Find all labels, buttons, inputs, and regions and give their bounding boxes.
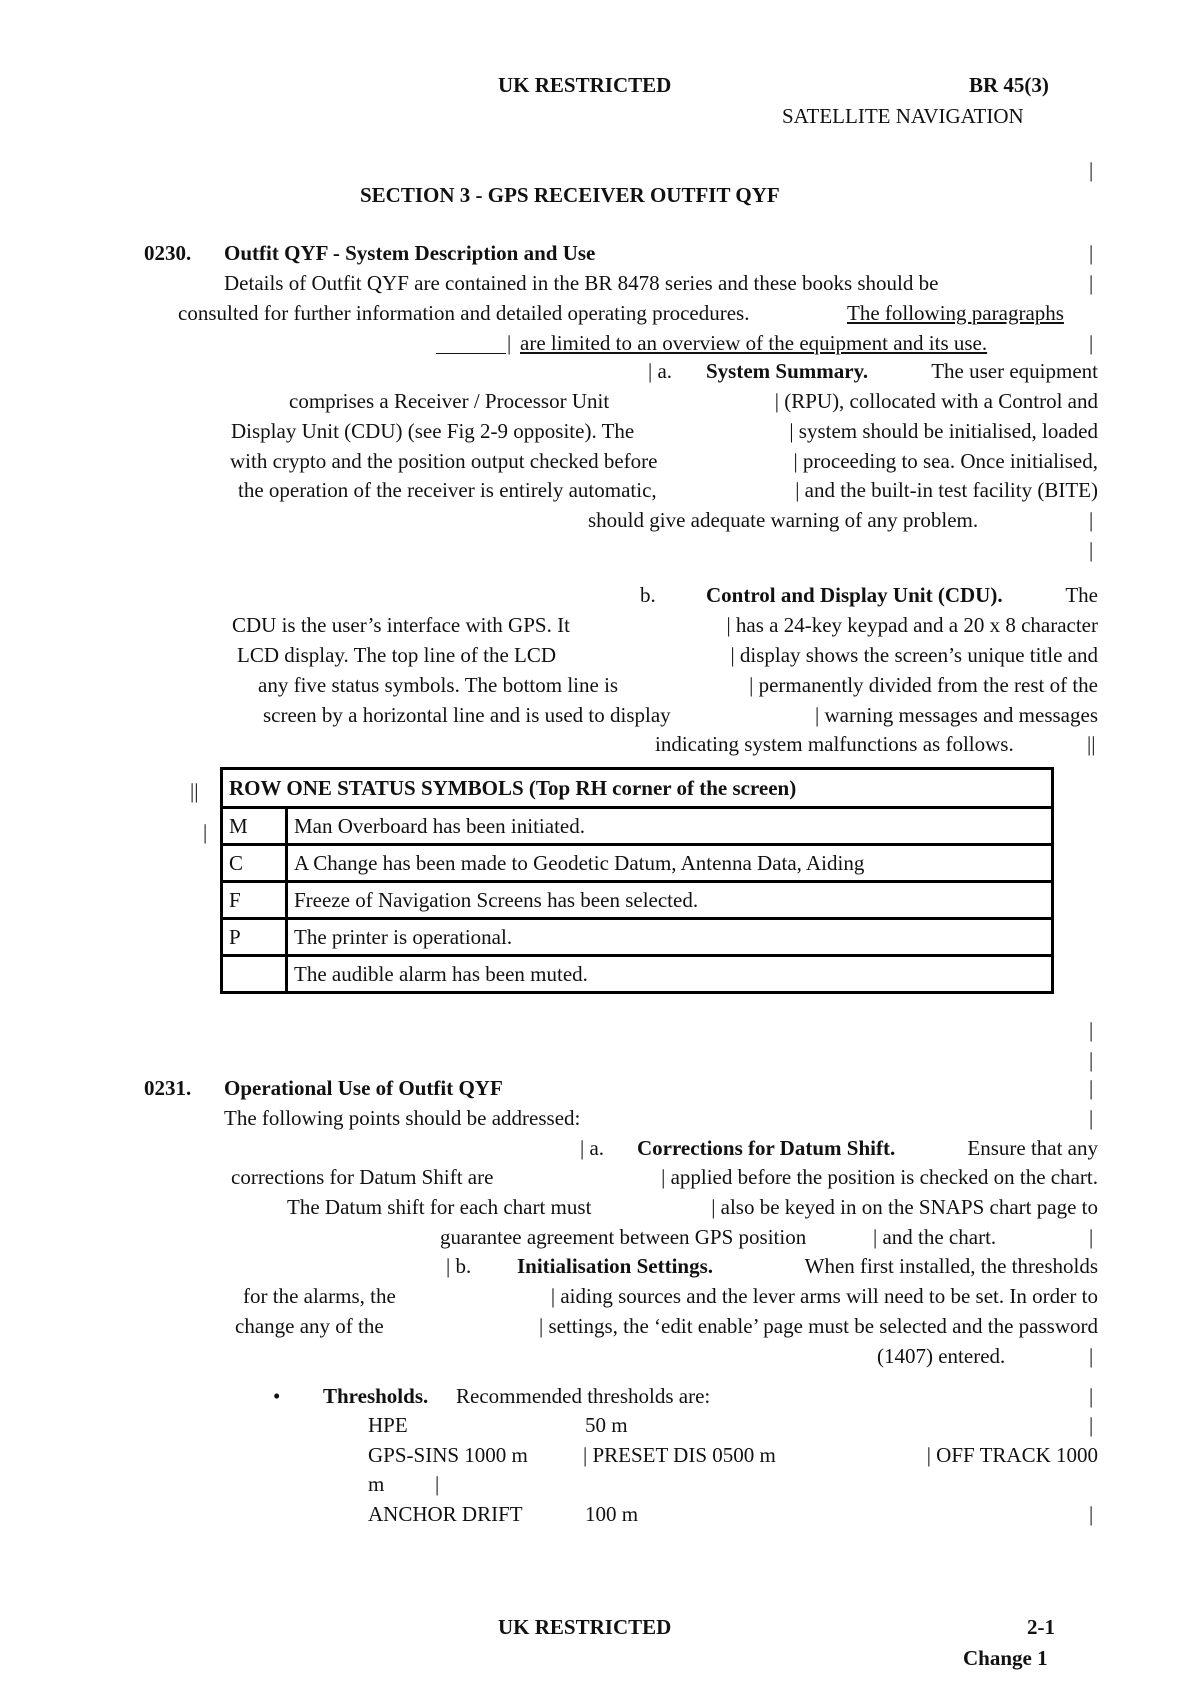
threshold-item: | PRESET DIS 0500 m bbox=[583, 1443, 776, 1467]
text-line: guarantee agreement between GPS position bbox=[440, 1225, 807, 1249]
change-bar: | bbox=[435, 1472, 440, 1496]
text-line: | has a 24-key keypad and a 20 x 8 character bbox=[726, 613, 1098, 637]
thresholds-intro: Recommended thresholds are: bbox=[456, 1384, 711, 1408]
text-line: | warning messages and messages bbox=[815, 703, 1098, 727]
footer-change: Change 1 bbox=[963, 1646, 1048, 1670]
sub-para-label: b. bbox=[640, 583, 656, 607]
sub-para-heading: Corrections for Datum Shift. bbox=[637, 1136, 896, 1160]
status-code: F bbox=[222, 882, 287, 919]
text-line: for the alarms, the bbox=[243, 1284, 396, 1308]
change-bar: | bbox=[1089, 1018, 1094, 1042]
text-line: change any of the bbox=[235, 1314, 384, 1338]
table-row bbox=[222, 882, 1053, 919]
text-line: | and the chart. bbox=[873, 1225, 997, 1249]
text-line: should give adequate warning of any problem. bbox=[588, 508, 979, 532]
para-0230-intro-line: consulted for further information and detailed operating procedures. bbox=[178, 301, 750, 325]
para-0231-heading: Operational Use of Outfit QYF bbox=[224, 1076, 503, 1100]
change-bar: | bbox=[1089, 1413, 1094, 1437]
bullet-icon: • bbox=[273, 1384, 281, 1408]
change-bar: | bbox=[1089, 331, 1094, 355]
text-line: | applied before the position is checked on the chart. bbox=[661, 1165, 1098, 1189]
para-0230-heading: Outfit QYF - System Description and Use bbox=[224, 241, 596, 265]
status-code bbox=[222, 956, 287, 993]
change-bar: | bbox=[1089, 1502, 1094, 1526]
change-bar: | bbox=[1089, 508, 1094, 532]
text-line: | proceeding to sea. Once initialised, bbox=[793, 449, 1098, 473]
threshold-label: ANCHOR DRIFT bbox=[368, 1502, 523, 1526]
status-description: Man Overboard has been initiated. bbox=[287, 808, 1053, 845]
text-line: The Datum shift for each chart must bbox=[287, 1195, 592, 1219]
status-description: Freeze of Navigation Screens has been selected. bbox=[287, 882, 1053, 919]
footer-page-number: 2-1 bbox=[1027, 1615, 1055, 1639]
threshold-label: HPE bbox=[368, 1413, 408, 1437]
status-description: A Change has been made to Geodetic Datum, Antenna Data, Aiding bbox=[287, 845, 1053, 882]
text-line: | (RPU), collocated with a Control and bbox=[774, 389, 1098, 413]
para-0230-intro-underlined: are limited to an overview of the equipment and its use. bbox=[520, 331, 988, 355]
double-change-bar: || bbox=[1087, 732, 1096, 756]
text-line: comprises a Receiver / Processor Unit bbox=[289, 389, 610, 413]
change-bar: | bbox=[1089, 538, 1094, 562]
threshold-item: GPS-SINS 1000 m bbox=[368, 1443, 528, 1467]
sub-para-label: | a. bbox=[648, 359, 673, 383]
text-line: | display shows the screen’s unique title and bbox=[730, 643, 1098, 667]
status-description: The audible alarm has been muted. bbox=[287, 956, 1053, 993]
para-0231-intro: The following points should be addressed: bbox=[224, 1106, 581, 1130]
change-bar: | bbox=[1089, 241, 1094, 265]
sub-para-heading: Control and Display Unit (CDU). bbox=[706, 583, 1003, 607]
text-line: corrections for Datum Shift are bbox=[231, 1165, 494, 1189]
footer-classification: UK RESTRICTED bbox=[498, 1615, 672, 1639]
header-chapter: SATELLITE NAVIGATION bbox=[782, 104, 1024, 128]
text-line: Display Unit (CDU) (see Fig 2-9 opposite). The bbox=[231, 419, 635, 443]
change-bar: | bbox=[1089, 1344, 1094, 1368]
table-row bbox=[222, 808, 1053, 845]
threshold-value: 50 m bbox=[585, 1413, 628, 1437]
para-0231-number: 0231. bbox=[144, 1076, 192, 1100]
table-row bbox=[222, 919, 1053, 956]
change-bar: | bbox=[507, 331, 512, 355]
thresholds-heading: Thresholds. bbox=[323, 1384, 429, 1408]
change-bar: | bbox=[1089, 1076, 1094, 1100]
status-code: C bbox=[222, 845, 287, 882]
text-line: (1407) entered. bbox=[877, 1344, 1006, 1368]
text-line: the operation of the receiver is entirely automatic, bbox=[238, 478, 657, 502]
text-line: | also be keyed in on the SNAPS chart page to bbox=[711, 1195, 1098, 1219]
para-0230-number: 0230. bbox=[144, 241, 192, 265]
sub-para-label: | b. bbox=[446, 1254, 472, 1278]
text-line: | settings, the ‘edit enable’ page must be selected and the password bbox=[539, 1314, 1098, 1338]
change-bar: | bbox=[1089, 1225, 1094, 1249]
change-bar: | bbox=[1089, 158, 1094, 182]
text-line: indicating system malfunctions as follows. bbox=[655, 732, 1014, 756]
table-row bbox=[222, 956, 1053, 993]
status-code: P bbox=[222, 919, 287, 956]
para-0230-intro-line: Details of Outfit QYF are contained in the BR 8478 series and these books should be bbox=[224, 271, 939, 295]
status-code: M bbox=[222, 808, 287, 845]
change-bar: | bbox=[203, 820, 208, 844]
text-line: screen by a horizontal line and is used to display bbox=[263, 703, 671, 727]
text-line: LCD display. The top line of the LCD bbox=[237, 643, 557, 667]
underline-rule bbox=[436, 333, 506, 354]
double-change-bar: || bbox=[190, 779, 199, 803]
text-line: | aiding sources and the lever arms will need to be set. In order to bbox=[550, 1284, 1098, 1308]
text-line: any five status symbols. The bottom line is bbox=[258, 673, 619, 697]
change-bar: | bbox=[1089, 1384, 1094, 1408]
header-book-ref: BR 45(3) bbox=[969, 73, 1049, 97]
change-bar: | bbox=[1089, 1048, 1094, 1072]
status-description: The printer is operational. bbox=[287, 919, 1053, 956]
threshold-unit: m bbox=[368, 1472, 385, 1496]
section-title: SECTION 3 - GPS RECEIVER OUTFIT QYF bbox=[360, 183, 780, 207]
threshold-item: | OFF TRACK 1000 bbox=[926, 1443, 1098, 1467]
table-header-row bbox=[222, 769, 1053, 808]
text-line: The user equipment bbox=[931, 359, 1098, 383]
header-classification: UK RESTRICTED bbox=[498, 73, 672, 97]
para-0230-intro-underlined: The following paragraphs bbox=[847, 301, 1064, 325]
status-symbols-table bbox=[220, 767, 1054, 994]
text-line: | permanently divided from the rest of the bbox=[749, 673, 1098, 697]
text-line: Ensure that any bbox=[967, 1136, 1098, 1160]
threshold-value: 100 m bbox=[585, 1502, 639, 1526]
text-line: with crypto and the position output checked before bbox=[230, 449, 658, 473]
sub-para-heading: System Summary. bbox=[706, 359, 869, 383]
text-line: CDU is the user’s interface with GPS. It bbox=[232, 613, 570, 637]
text-line: | system should be initialised, loaded bbox=[789, 419, 1098, 443]
change-bar: | bbox=[1089, 1106, 1094, 1130]
table-row bbox=[222, 845, 1053, 882]
sub-para-heading: Initialisation Settings. bbox=[517, 1254, 714, 1278]
text-line: When first installed, the thresholds bbox=[804, 1254, 1098, 1278]
text-line: The bbox=[1065, 583, 1098, 607]
table-header: ROW ONE STATUS SYMBOLS (Top RH corner of the screen) bbox=[222, 769, 1053, 808]
sub-para-label: | a. bbox=[580, 1136, 605, 1160]
text-line: | and the built-in test facility (BITE) bbox=[795, 478, 1098, 502]
change-bar: | bbox=[1089, 271, 1094, 295]
